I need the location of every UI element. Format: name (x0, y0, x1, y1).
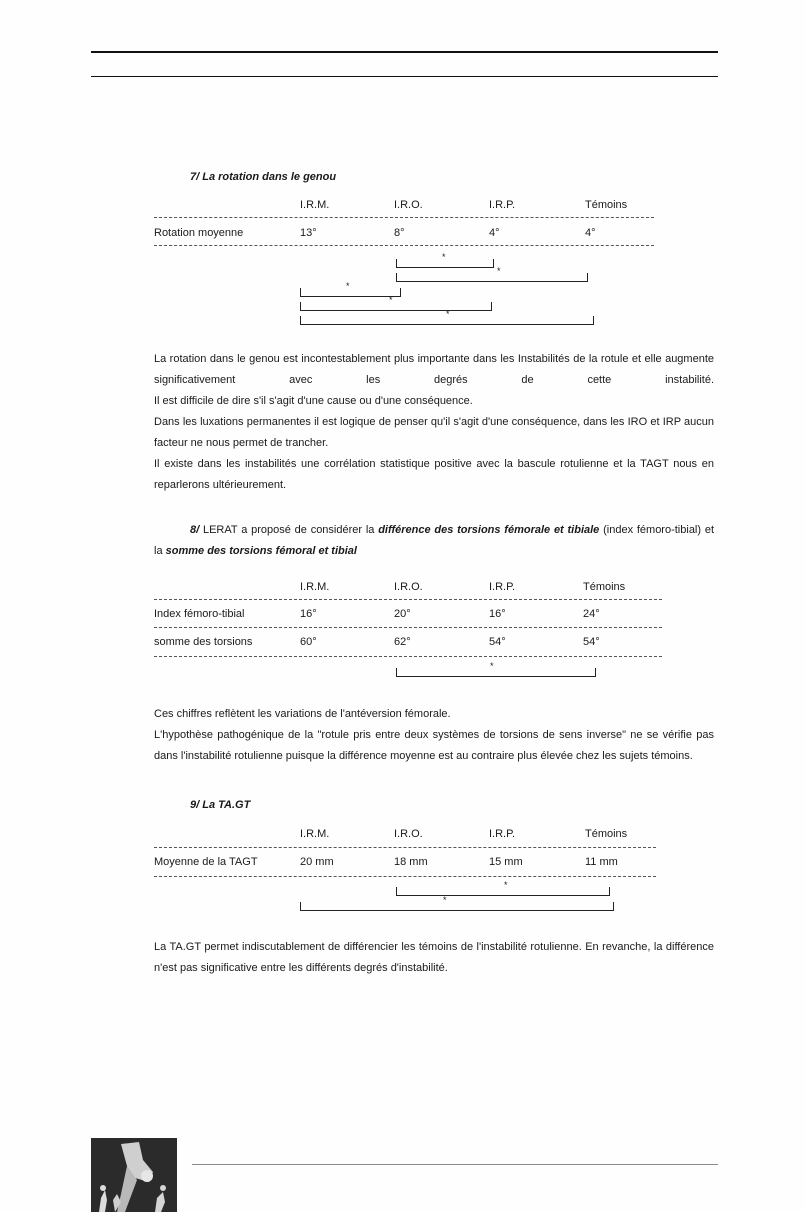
cell-iro: 62° (394, 636, 411, 648)
tagt-table (154, 826, 656, 878)
torsion-table (154, 579, 662, 659)
cell-irm: 20 mm (300, 856, 334, 868)
paragraph: Ces chiffres reflètent les variations de l'antéversion fémorale. (154, 708, 451, 720)
intro-text: (index fémoro-tibial) et la (154, 524, 715, 557)
paragraph: Il est difficile de dire s'il s'agit d'une cause ou d'une conséquence. (154, 395, 473, 407)
cell-temoins: 11 mm (585, 856, 618, 868)
significance-bar (300, 281, 401, 297)
col-header-irm: I.R.M. (300, 828, 330, 840)
significance-star: * (442, 252, 446, 262)
significance-bar (300, 309, 594, 325)
section-7-text (154, 349, 714, 496)
cell-temoins: 54° (583, 636, 600, 648)
rotation-table (154, 197, 654, 247)
cell-irp: 54° (489, 636, 506, 648)
cell-iro: 20° (394, 608, 411, 620)
significance-bar (396, 880, 610, 896)
table-rule (154, 847, 656, 848)
table-rule (154, 599, 662, 600)
significance-bar (300, 895, 614, 911)
col-header-temoins: Témoins (583, 581, 626, 593)
section-8-number: 8/ (190, 524, 200, 536)
footer-rule (192, 1164, 718, 1165)
significance-bar (300, 295, 492, 311)
cell-temoins: 4° (585, 227, 596, 239)
table-rule (154, 245, 654, 246)
section-9-text (154, 937, 714, 979)
cell-irp: 16° (489, 608, 506, 620)
col-header-iro: I.R.O. (394, 199, 423, 211)
significance-star: * (446, 309, 450, 319)
col-header-temoins: Témoins (585, 828, 628, 840)
cell-iro: 18 mm (394, 856, 428, 868)
significance-star: * (497, 266, 501, 276)
paragraph: Il existe dans les instabilités une corrélation statistique positive avec la bascule rotulienne et la TAGT nous en reparlerons ultérieurement. (154, 458, 714, 491)
col-header-irp: I.R.P. (489, 199, 516, 211)
cell-temoins: 24° (583, 608, 600, 620)
cell-iro: 8° (394, 227, 405, 239)
paragraph: La rotation dans le genou est incontestablement plus importante dans les Instabilités de la rotule et elle augmente significativement avec les degrés de cette instabilité. (154, 353, 714, 386)
paragraph: L'hypothèse pathogénique de la "rotule pris entre deux systèmes de torsions de sens inverse" ne se vérifie pas dans l'instabilité rotulienne puisque la différence moyenne est au contraire plus élevée chez les sujets témoins. (154, 729, 714, 762)
section-9-title: 9/ La TA.GT (190, 799, 251, 811)
significance-bar (396, 661, 596, 677)
row-label-somme: somme des torsions (154, 636, 253, 648)
col-header-temoins: Témoins (585, 199, 628, 211)
header-rule-bottom (91, 76, 718, 77)
cell-irm: 16° (300, 608, 317, 620)
col-header-irp: I.R.P. (489, 581, 516, 593)
intro-text: LERAT a proposé de considérer la (199, 524, 379, 536)
col-header-irp: I.R.P. (489, 828, 516, 840)
significance-star: * (389, 295, 393, 305)
col-header-iro: I.R.O. (394, 581, 423, 593)
section-7-title: 7/ La rotation dans le genou (190, 171, 337, 183)
paragraph: Dans les luxations permanentes il est logique de penser qu'il s'agit d'une conséquence, dans les IRO et IRP aucun facteur ne nous permet de trancher. (154, 416, 714, 449)
significance-star: * (504, 880, 508, 890)
cell-irm: 13° (300, 227, 317, 239)
header-rule-top (91, 51, 718, 53)
cell-irm: 60° (300, 636, 317, 648)
row-label-index: Index fémoro-tibial (154, 608, 245, 620)
significance-bar (396, 252, 494, 268)
col-header-iro: I.R.O. (394, 828, 423, 840)
paragraph (154, 520, 714, 562)
significance-star: * (346, 281, 350, 291)
cell-irp: 4° (489, 227, 500, 239)
table-rule (154, 627, 662, 628)
significance-bar (396, 266, 588, 282)
intro-emphasis: différence des torsions fémorale et tibiale (378, 524, 600, 536)
significance-star: * (490, 661, 494, 671)
table-rule (154, 876, 656, 877)
col-header-irm: I.R.M. (300, 581, 330, 593)
table-rule (154, 217, 654, 218)
row-label-tagt: Moyenne de la TAGT (154, 856, 258, 868)
section-8-text (154, 704, 714, 767)
paragraph: La TA.GT permet indiscutablement de différencier les témoins de l'instabilité rotulienne. En revanche, la différence n'est pas significative entre les différents degrés d'instabilité. (154, 941, 714, 974)
cell-irp: 15 mm (489, 856, 523, 868)
knee-logo-image (91, 1138, 177, 1212)
section-8-intro (154, 520, 714, 562)
table-rule (154, 656, 662, 657)
col-header-irm: I.R.M. (300, 199, 330, 211)
significance-star: * (443, 895, 447, 905)
intro-emphasis: somme des torsions fémoral et tibial (165, 545, 357, 557)
row-label-rotation: Rotation moyenne (154, 227, 244, 239)
